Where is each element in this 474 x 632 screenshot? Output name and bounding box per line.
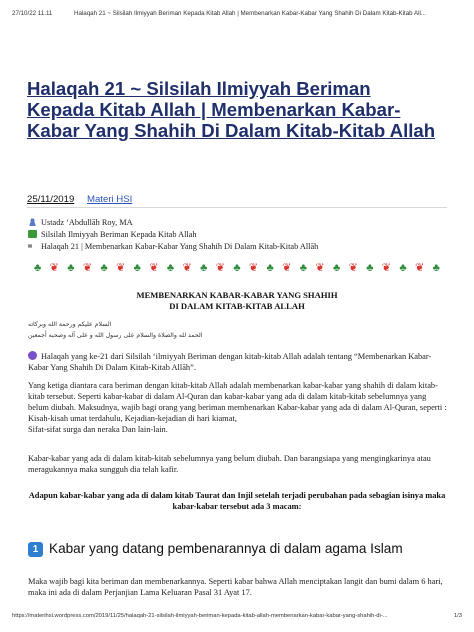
maple-leaf-icon: ❦ bbox=[182, 262, 192, 274]
intro-text: Halaqah yang ke-21 dari Silsilah ‘ilmiyyah Beriman dengan kitab-kitab Allah adalah tentang “Membenarkan Kabar-Kabar Yang Shahih Di Dalam Kitab-Kitab Allāh”. bbox=[28, 352, 432, 372]
maple-leaf-icon: ❦ bbox=[348, 262, 358, 274]
section-title bbox=[28, 541, 403, 557]
post-date-link[interactable]: 25/11/2019 bbox=[27, 194, 75, 205]
maple-leaf-icon: ❦ bbox=[381, 262, 392, 274]
print-footer bbox=[12, 613, 462, 623]
maple-leaf-icon: ❦ bbox=[82, 262, 93, 274]
series-name: Silsilah Ilmiyyah Beriman Kepada Kitab Allah bbox=[41, 230, 197, 239]
intro-paragraph bbox=[28, 351, 448, 374]
plant-icon: ♣ bbox=[332, 262, 341, 274]
body-paragraph-4: Maka wajib bagi kita beriman dan membenarkannya. Seperti kabar bahwa Allah menciptakan langit dan bumi dalam 6 hari, maka ini ada di dalam Perjanjian Lama Keluaran Pasal 31 Ayat 17. bbox=[28, 577, 443, 597]
decoration-divider bbox=[34, 261, 440, 275]
section-heading-line1: MEMBENARKAN KABAR-KABAR YANG SHAHIH bbox=[136, 290, 338, 300]
bold-paragraph: Adapun kabar-kabar yang ada di dalam kitab Taurat dan Injil setelah terjadi perubahan pada sebagian isinya maka kabar-kabar tersebut ada 3 macam: bbox=[28, 491, 446, 511]
letter-c-icon bbox=[28, 351, 37, 360]
body-paragraph-2 bbox=[28, 381, 448, 436]
body-text-2: Yang ketiga diantara cara beriman dengan kitab-kitab Allah adalah membenarkan kabar-kabar yang shahih di dalam kitab-kitab tersebut. Seperti kabar-kabar di dalam Al-Quran dan kabar-kabar yang ada di dalam kitab-kitab sebelumnya yang belum diubah. Maksudnya, wajib bagi orang yang beriman membenarkan Kabar-kabar yang ada di dalam Al-Quran, seperti : Kisah-kisah umat terdahulu, Kejadian-kejadian di hari kiamat, bbox=[28, 381, 447, 423]
plant-icon: ♣ bbox=[34, 262, 42, 274]
plant-icon: ♣ bbox=[100, 262, 108, 274]
article-title[interactable]: Halaqah 21 ~ Silsilah Ilmiyyah Beriman Kepada Kitab Allah | Membenarkan Kabar-Kabar Yang Shahih Di Dalam Kitab-Kitab Allah bbox=[27, 78, 436, 141]
maple-leaf-icon: ❦ bbox=[415, 262, 425, 274]
person-icon bbox=[28, 218, 37, 226]
maple-leaf-icon: ❦ bbox=[149, 262, 159, 274]
print-header bbox=[12, 10, 462, 20]
plant-icon: ♣ bbox=[133, 262, 141, 274]
post-meta bbox=[27, 194, 132, 205]
plant-icon: ♣ bbox=[399, 262, 407, 274]
plant-icon: ♣ bbox=[166, 262, 175, 274]
maple-leaf-icon: ❦ bbox=[49, 262, 59, 274]
maple-leaf-icon: ❦ bbox=[215, 262, 225, 274]
arabic-praise: الحمد لله والصلاة والسلام على رسول الله و على آله وصحبه أجمعين bbox=[28, 332, 203, 339]
category-link[interactable]: Materi HSI bbox=[86, 194, 133, 205]
halaqah-name: Halaqah 21 | Membenarkan Kabar-Kabar Yang Shahih Di Dalam Kitab-Kitab Allāh bbox=[41, 242, 319, 251]
maple-leaf-icon: ❦ bbox=[315, 262, 325, 274]
section-heading-line2: DI DALAM KITAB-KITAB ALLAH bbox=[169, 301, 305, 311]
plant-icon: ♣ bbox=[266, 262, 274, 274]
ustadz-name: Ustadz ‘Abdullāh Roy, MA bbox=[41, 218, 133, 227]
print-datetime: 27/10/22 11.11 bbox=[12, 10, 53, 17]
plant-icon: ♣ bbox=[432, 262, 440, 274]
plant-icon: ♣ bbox=[233, 262, 241, 274]
maple-leaf-icon: ❦ bbox=[116, 262, 126, 274]
plant-icon: ♣ bbox=[299, 262, 307, 274]
body-text-2-last: Sifat-sifat surga dan neraka Dan lain-lain. bbox=[28, 424, 168, 434]
divider bbox=[27, 207, 447, 208]
info-ustadz bbox=[28, 218, 133, 227]
section-title-text: Kabar yang datang pembenarannya di dalam agama Islam bbox=[49, 541, 403, 556]
maple-leaf-icon: ❦ bbox=[282, 262, 292, 274]
plant-icon: ♣ bbox=[366, 262, 374, 274]
book-icon bbox=[28, 230, 37, 238]
plant-icon: ♣ bbox=[67, 262, 75, 274]
speaker-icon bbox=[28, 242, 37, 250]
page-number: 1/3 bbox=[453, 613, 462, 619]
arabic-greeting: السلام عليكم ورحمة الله وبركاته bbox=[28, 321, 112, 328]
body-paragraph-3: Kabar-kabar yang ada di dalam kitab-kitab sebelumnya yang belum diubah. Dan barangsiapa yang mengingkarinya atau meragukannya maka sungguh dia telah kafir. bbox=[28, 454, 431, 474]
info-series bbox=[28, 230, 197, 239]
plant-icon: ♣ bbox=[200, 262, 208, 274]
print-page-title: Halaqah 21 ~ Silsilah Ilmiyyah Beriman Kepada Kitab Allah | Membenarkan Kabar-Kabar Yang Shahih Di Dalam Kitab-Kitab All... bbox=[74, 10, 427, 17]
info-halaqah bbox=[28, 242, 318, 251]
print-url: https://materihsi.wordpress.com/2019/11/25/halaqah-21-silsilah-ilmiyyah-beriman-kepada-kitab-allah-membenarkan-kabar-kabar-yang-shahih-di-... bbox=[12, 613, 388, 619]
keycap-number-icon: 1 bbox=[28, 542, 43, 557]
maple-leaf-icon: ❦ bbox=[248, 262, 259, 274]
